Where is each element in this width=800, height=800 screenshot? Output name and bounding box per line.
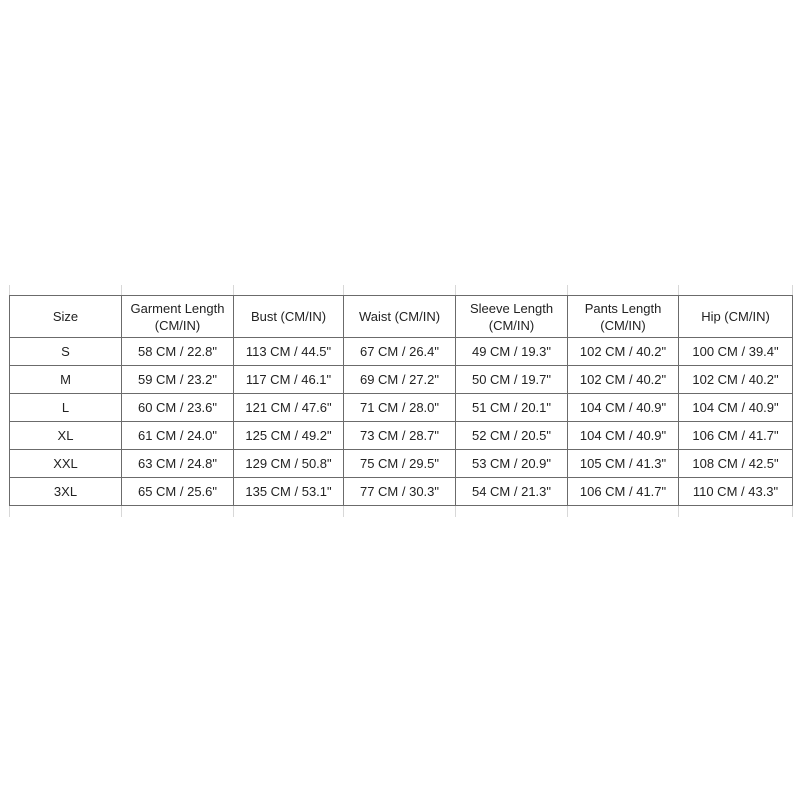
waist-cell: 71 CM / 28.0" [344,394,456,422]
garment-length-cell: 58 CM / 22.8" [122,338,234,366]
column-header-garment-length [122,296,234,338]
table-row [10,422,793,450]
garment-length-cell: 65 CM / 25.6" [122,478,234,506]
table-row [10,366,793,394]
garment-length-cell: 59 CM / 23.2" [122,366,234,394]
column-header-bust [234,296,344,338]
size-cell: XXL [10,450,122,478]
column-header-size [10,296,122,338]
header-line: (CM/IN) [600,317,646,333]
table-row [10,338,793,366]
bust-cell: 113 CM / 44.5" [234,338,344,366]
garment-length-cell: 61 CM / 24.0" [122,422,234,450]
garment-length-cell: 63 CM / 24.8" [122,450,234,478]
column-header-pants-length [568,296,679,338]
header-line: Sleeve Length [469,300,554,316]
size-cell: L [10,394,122,422]
size-cell: S [10,338,122,366]
sleeve-length-cell: 49 CM / 19.3" [456,338,568,366]
header-line: Hip (CM/IN) [701,309,770,324]
size-chart-table [9,295,793,506]
waist-cell: 75 CM / 29.5" [344,450,456,478]
hip-cell: 100 CM / 39.4" [679,338,793,366]
header-line: Pants Length [584,300,662,316]
header-row [10,296,793,338]
table-row [10,394,793,422]
waist-cell: 67 CM / 26.4" [344,338,456,366]
pants-length-cell: 104 CM / 40.9" [568,394,679,422]
table-row [10,450,793,478]
hip-cell: 102 CM / 40.2" [679,366,793,394]
header-line: (CM/IN) [154,317,201,333]
bust-cell: 129 CM / 50.8" [234,450,344,478]
hip-cell: 104 CM / 40.9" [679,394,793,422]
header-line: Garment Length [130,300,225,316]
table-row [10,478,793,506]
size-cell: 3XL [10,478,122,506]
column-header-hip [679,296,793,338]
waist-cell: 77 CM / 30.3" [344,478,456,506]
size-cell: M [10,366,122,394]
sleeve-length-cell: 50 CM / 19.7" [456,366,568,394]
size-cell: XL [10,422,122,450]
bust-cell: 121 CM / 47.6" [234,394,344,422]
bust-cell: 125 CM / 49.2" [234,422,344,450]
sleeve-length-cell: 52 CM / 20.5" [456,422,568,450]
waist-cell: 69 CM / 27.2" [344,366,456,394]
sleeve-length-cell: 53 CM / 20.9" [456,450,568,478]
header-line: Bust (CM/IN) [250,309,327,324]
header-line: Waist (CM/IN) [358,309,441,324]
garment-length-cell: 60 CM / 23.6" [122,394,234,422]
column-header-sleeve-length [456,296,568,338]
header-line: Size [52,309,79,324]
hip-cell: 110 CM / 43.3" [679,478,793,506]
pants-length-cell: 102 CM / 40.2" [568,338,679,366]
pants-length-cell: 104 CM / 40.9" [568,422,679,450]
hip-cell: 108 CM / 42.5" [679,450,793,478]
column-header-waist [344,296,456,338]
header-line: (CM/IN) [488,317,535,333]
hip-cell: 106 CM / 41.7" [679,422,793,450]
sleeve-length-cell: 51 CM / 20.1" [456,394,568,422]
pants-length-cell: 102 CM / 40.2" [568,366,679,394]
pants-length-cell: 105 CM / 41.3" [568,450,679,478]
bust-cell: 117 CM / 46.1" [234,366,344,394]
pants-length-cell: 106 CM / 41.7" [568,478,679,506]
sleeve-length-cell: 54 CM / 21.3" [456,478,568,506]
waist-cell: 73 CM / 28.7" [344,422,456,450]
bust-cell: 135 CM / 53.1" [234,478,344,506]
